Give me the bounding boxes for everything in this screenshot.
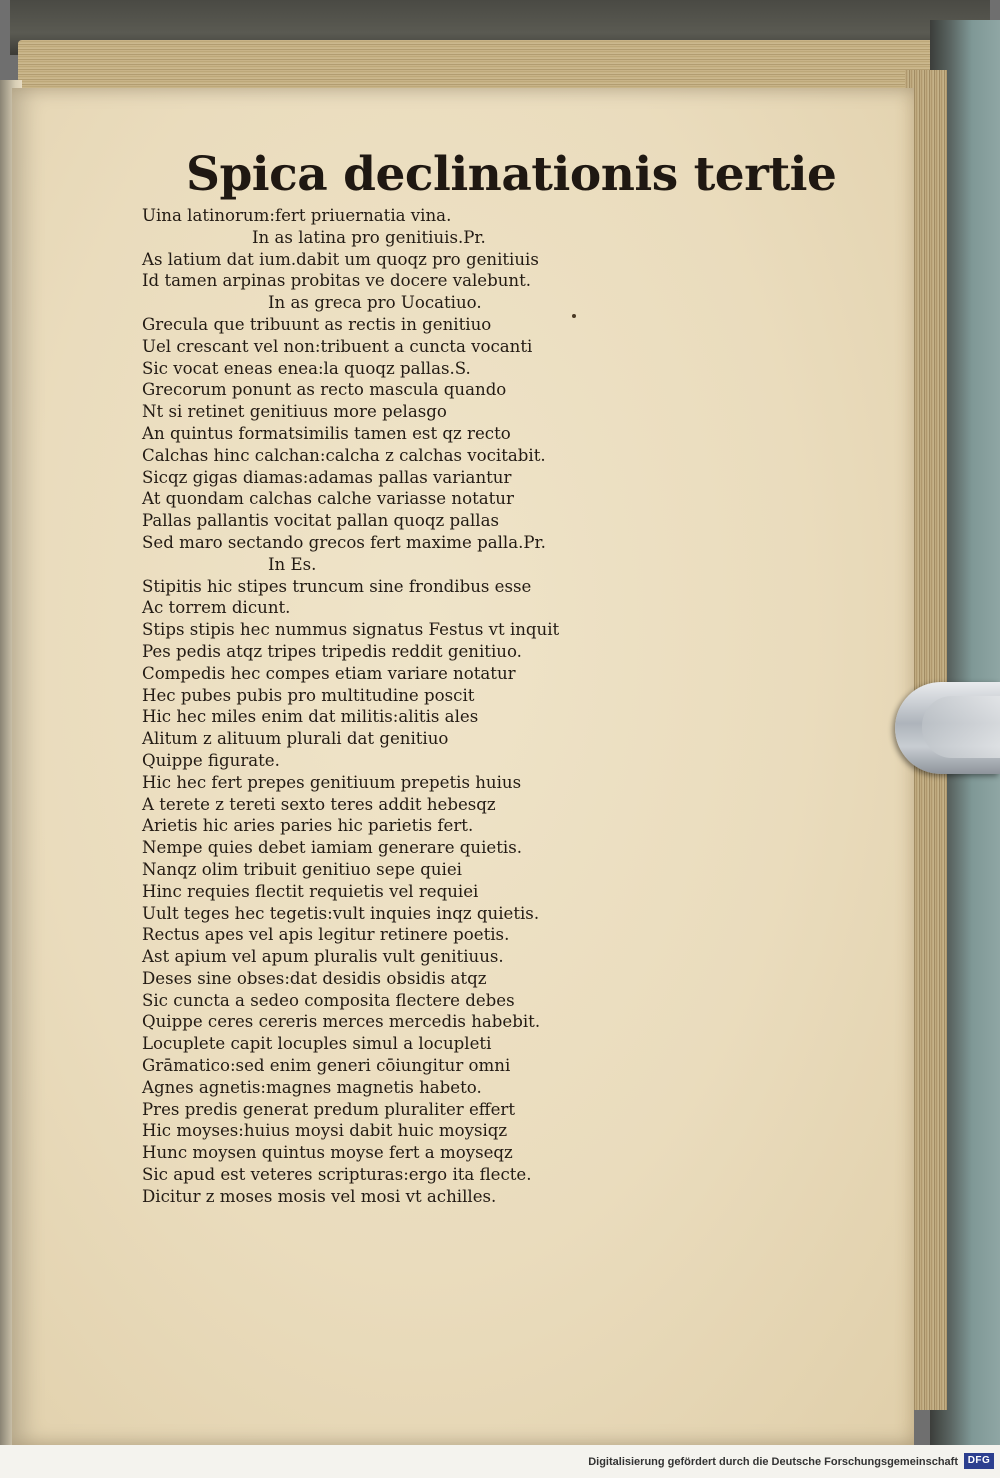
text-line: As latium dat ium.dabit um quoqz pro genitiuis <box>142 249 539 269</box>
text-line: Sic cuncta a sedeo composita flectere debes <box>142 990 515 1010</box>
text-line: Stipitis hic stipes truncum sine frondibus esse <box>142 576 532 596</box>
text-line: Pres predis generat predum pluraliter effert <box>142 1099 515 1119</box>
text-line: Sic vocat eneas enea:la quoqz pallas.S. <box>142 358 471 378</box>
text-line: Hec pubes pubis pro multitudine poscit <box>142 685 475 705</box>
text-line: Quippe ceres cereris merces mercedis habebit. <box>142 1012 541 1032</box>
dfg-logo: DFG <box>964 1453 994 1469</box>
text-line: Quippe figurate. <box>142 750 280 770</box>
text-line: Grāmatico:sed enim generi cōiungitur omni <box>142 1056 511 1076</box>
text-line: Hinc requies flectit requietis vel requiei <box>142 881 479 901</box>
text-line: Nt si retinet genitiuus more pelasgo <box>142 402 447 422</box>
text-line: Hic hec fert prepes genitiuum prepetis huius <box>142 772 522 792</box>
text-line: Sic apud est veteres scripturas:ergo ita flecte. <box>142 1165 532 1185</box>
text-line: Grecula que tribuunt as rectis in genitiuo <box>142 314 492 334</box>
text-line: Hic moyses:huius moysi dabit huic moysiqz <box>142 1121 508 1141</box>
page-clip-highlight <box>922 696 1000 758</box>
text-line: In as latina pro genitiuis.Pr. <box>252 227 486 247</box>
text-line: Ast apium vel apum pluralis vult genitiuus. <box>142 947 504 967</box>
text-line: Hunc moysen quintus moyse fert a moyseqz <box>142 1143 513 1163</box>
digitization-credit: Digitalisierung gefördert durch die Deutsche Forschungsgemeinschaft <box>588 1456 958 1468</box>
text-line: Rectus apes vel apis legitur retinere poetis. <box>142 925 510 945</box>
text-line: At quondam calchas calche variasse notatur <box>142 489 514 509</box>
text-line: Compedis hec compes etiam variare notatur <box>142 663 516 683</box>
text-line: Nanqz olim tribuit genitiuo sepe quiei <box>142 859 462 879</box>
text-line: Id tamen arpinas probitas ve docere valebunt. <box>142 271 532 291</box>
text-line: An quintus formatsimilis tamen est qz recto <box>142 423 511 443</box>
text-line: Agnes agnetis:magnes magnetis habeto. <box>142 1077 482 1097</box>
text-line: Pes pedis atqz tripes tripedis reddit genitiuo. <box>142 641 522 661</box>
text-line: In as greca pro Uocatiuo. <box>268 293 482 313</box>
text-line: A terete z tereti sexto teres addit hebesqz <box>142 794 496 814</box>
text-line: Sed maro sectando grecos fert maxime palla.Pr. <box>142 532 546 552</box>
text-line: Calchas hinc calchan:calcha z calchas vocitabit. <box>142 445 546 465</box>
latin-text-block <box>142 205 642 1208</box>
text-line: Uult teges hec tegetis:vult inquies inqz quietis. <box>142 903 540 923</box>
text-line: Arietis hic aries paries hic parietis fert. <box>142 816 474 836</box>
text-line: Dicitur z moses mosis vel mosi vt achilles. <box>142 1186 497 1206</box>
text-line: Stips stipis hec nummus signatus Festus vt inquit <box>142 620 560 640</box>
footer-bar <box>0 1445 1000 1478</box>
text-line: Ac torrem dicunt. <box>142 598 291 618</box>
text-line: Nempe quies debet iamiam generare quietis. <box>142 838 522 858</box>
page-heading: Spica declinationis tertie <box>186 147 837 202</box>
text-line: Pallas pallantis vocitat pallan quoqz pallas <box>142 511 500 531</box>
text-line: In Es. <box>268 554 317 574</box>
text-line: Hic hec miles enim dat militis:alitis ales <box>142 707 479 727</box>
text-line: Grecorum ponunt as recto mascula quando <box>142 380 507 400</box>
text-line: Uina latinorum:fert priuernatia vina. <box>142 206 452 225</box>
text-line: Locuplete capit locuples simul a locupleti <box>142 1034 492 1054</box>
text-line: Alitum z alituum plurali dat genitiuo <box>142 729 449 749</box>
text-line: Uel crescant vel non:tribuent a cuncta vocanti <box>142 336 533 356</box>
text-line: Sicqz gigas diamas:adamas pallas variantur <box>142 467 512 487</box>
text-line: Deses sine obses:dat desidis obsidis atqz <box>142 968 487 988</box>
